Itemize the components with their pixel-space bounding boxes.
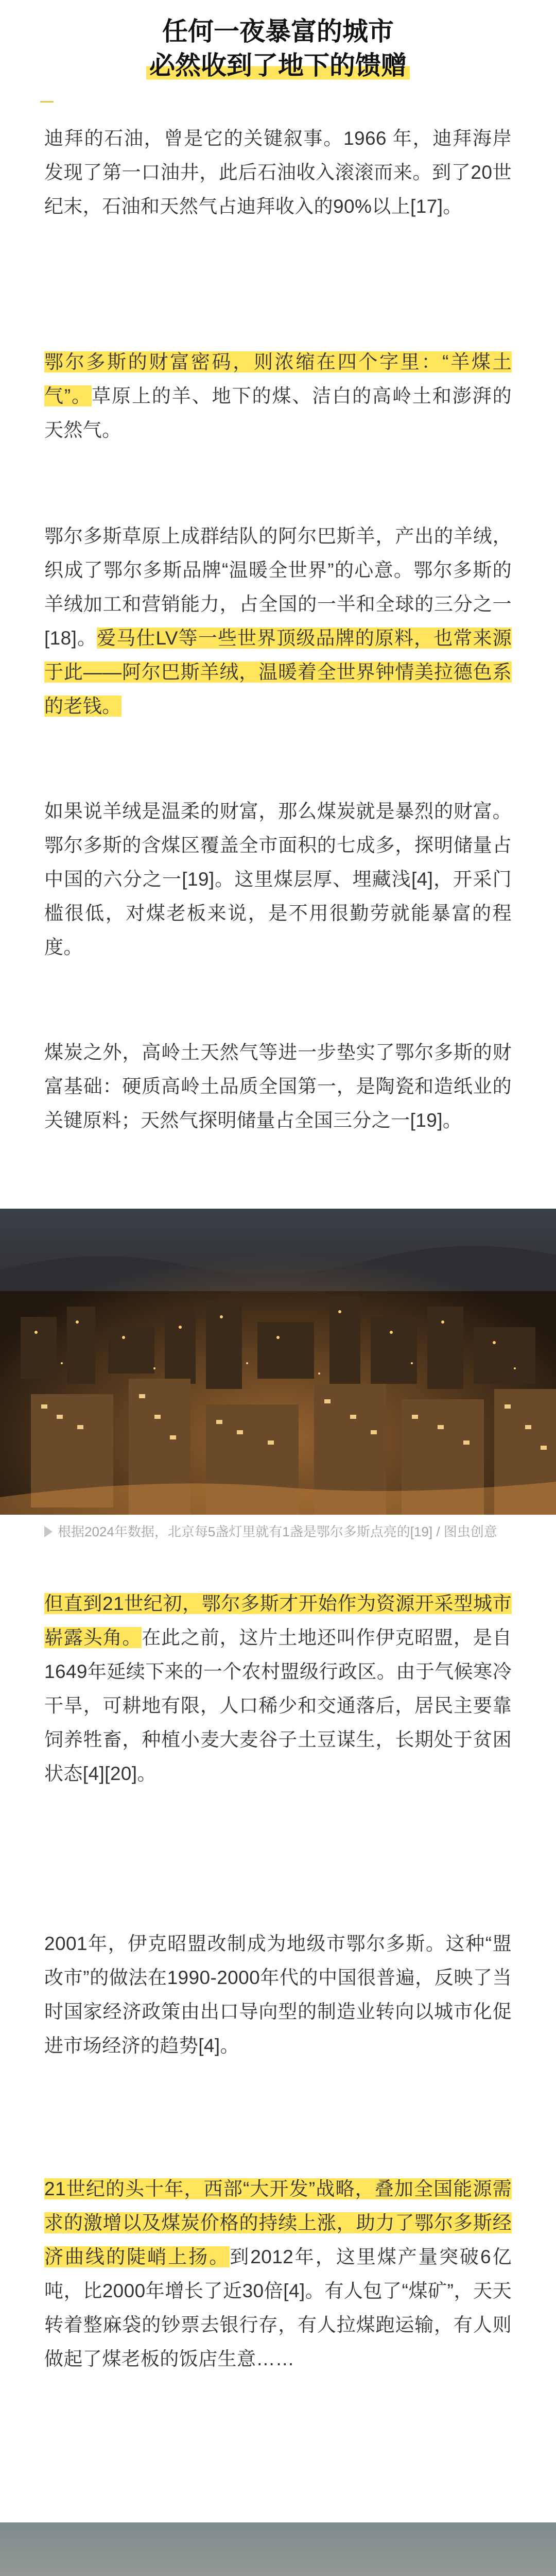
paragraph-coal: 如果说羊绒是温柔的财富，那么煤炭就是暴烈的财富。鄂尔多斯的含煤区覆盖全市面积的七成多，探明储量占中国的六分之一[19]。这里煤层厚、埋藏浅[4]，开采门槛很低，对煤老板来说，是不用很勤劳就能暴富的程度。 (44, 801, 512, 958)
coal-mine-image (0, 2522, 556, 2576)
city-night-photo (0, 1209, 556, 1515)
title-line-1: 任何一夜暴富的城市 (162, 17, 394, 46)
caption-city-night-text: 根据2024年数据，北京每5盏灯里就有1盏是鄂尔多斯点亮的[19] / 图虫创意 (58, 1524, 497, 1539)
highlight-western-development: 21世纪的头十年，西部“大开发”战略，叠加全国能源需求的激增以及煤炭价格的持续上涨，助力了鄂尔多斯经济曲线的陡峭上扬。 (44, 2178, 512, 2267)
paragraph-dubai: 迪拜的石油，曾是它的关键叙事。1966 年，迪拜海岸发现了第一口油井，此后石油收入滚滚而来。到了20世纪末，石油和天然气占迪拜收入的90%以上[17]。 (44, 128, 512, 217)
paragraph-cashmere (44, 519, 512, 723)
paragraph-early-2000s (44, 1587, 512, 1791)
title-line-2: 必然收到了地下的馈赠 (146, 48, 410, 82)
paragraph-early-2000s-rest: 在此之前，这片土地还叫作伊克昭盟，是自1649年延续下来的一个农村盟级行政区。由于气候寒冷干旱，可耕地有限，人口稀少和交通落后，居民主要靠饲养牲畜，种植小麦大麦谷子土豆谋生，长期处于贫困状态[4][20]。 (44, 1627, 512, 1784)
paragraph-wealth-code (44, 345, 512, 447)
article-title (0, 14, 556, 82)
city-night-image (0, 1209, 556, 1515)
paragraph-western-development-rest: 到2012年，这里煤产量突破6亿吨，比2000年增长了近30倍[4]。有人包了“煤矿”，天天转着整麻袋的钞票去银行存，有人拉煤跑运输，有人则做起了煤老板的饭店生意…… (44, 2246, 512, 2369)
caption-triangle-icon (44, 1526, 53, 1537)
highlight-early-2000s: 但直到21世纪初，鄂尔多斯才开始作为资源开采型城市崭露头角。 (44, 1593, 512, 1648)
paragraph-cashmere-text: 鄂尔多斯草原上成群结队的阿尔巴斯羊，产出的羊绒，织成了鄂尔多斯品牌“温暖全世界”的心意。鄂尔多斯的羊绒加工和营销能力，占全国的一半和全球的三分之一[18]。 (44, 526, 512, 649)
paragraph-wealth-code-rest: 草原上的羊、地下的煤、洁白的高岭土和澎湃的天然气。 (44, 385, 512, 440)
highlight-cashmere: 爱马仕LV等一些世界顶级品牌的原料，也常来源于此——阿尔巴斯羊绒，温暖着全世界钟情美拉德色系的老钱。 (44, 628, 512, 717)
paragraph-league-to-city: 2001年，伊克昭盟改制成为地级市鄂尔多斯。这种“盟改市”的做法在1990-2000年代的中国很普遍，反映了当时国家经济政策由出口导向型的制造业转向以城市化促进市场经济的趋势[4]。 (44, 1933, 512, 2056)
title-divider (40, 101, 54, 103)
caption-city-night (44, 1521, 512, 1543)
paragraph-western-development (44, 2172, 512, 2376)
paragraph-kaolin-gas: 煤炭之外，高岭土天然气等进一步垫实了鄂尔多斯的财富基础：硬质高岭土品质全国第一，是陶瓷和造纸业的关键原料；天然气探明储量占全国三分之一[19]。 (44, 1042, 512, 1131)
coal-mine-photo (0, 2522, 556, 2576)
highlight-wealth-code: 鄂尔多斯的财富密码，则浓缩在四个字里：“羊煤土气”。 (44, 351, 512, 406)
